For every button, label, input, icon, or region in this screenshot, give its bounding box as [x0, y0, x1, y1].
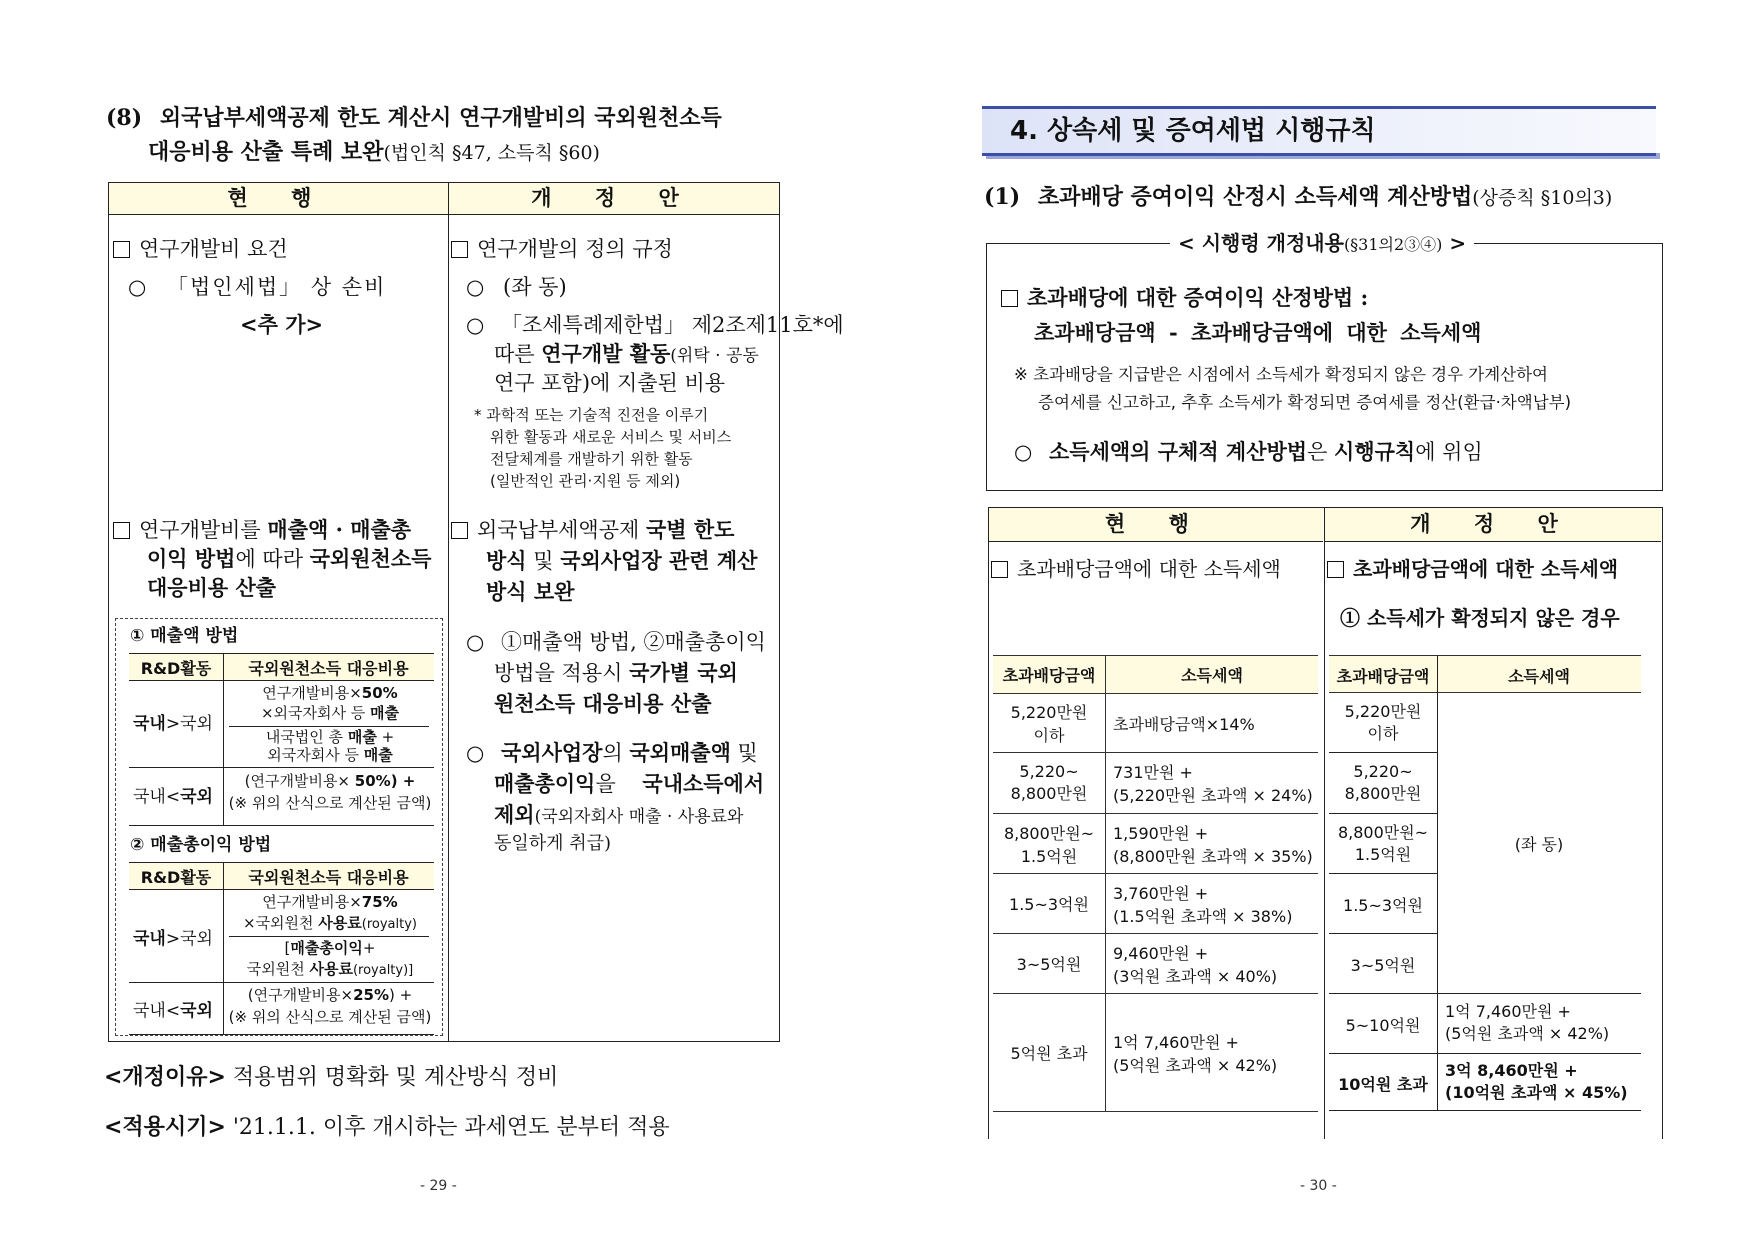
method2-row1-label-b: >국외: [165, 929, 213, 949]
method2-row1-bot1b: 매출총이익: [290, 939, 363, 957]
proposed-same-note: (좌 동): [1514, 835, 1564, 854]
column-divider: [1324, 508, 1325, 1139]
proposed-branch-l1b: 의: [602, 741, 630, 765]
method2-row2-l2: (※ 위의 산식으로 계산된 금액): [228, 1008, 432, 1026]
proposed-branch-l2a: 매출총이익: [494, 771, 596, 796]
decree-item-b: 은: [1307, 440, 1335, 464]
method2-row1-bot1c: +: [362, 939, 376, 957]
section-title: 초과배당 증여이익 산정시 소득세액 계산방법: [1037, 184, 1473, 210]
current-method-l1b: 매출액 · 매출총: [267, 517, 412, 542]
method1-row2-label-b: 국외: [180, 787, 213, 807]
checkbox-square-icon: [1001, 290, 1018, 307]
proposed-row10-t1: 3억 8,460만원 +: [1445, 1061, 1578, 1080]
current-method-l2c: 국외원천소득: [309, 546, 432, 571]
current-requirement-item: 「법인세법」 상 손비: [167, 275, 387, 299]
column-divider: [448, 183, 449, 1041]
proposed-country-l3: 원천소득 대응비용 산출: [494, 691, 712, 716]
th-amount: 초과배당금액: [1336, 667, 1430, 686]
method1-table: [129, 653, 434, 825]
section-number: (8): [106, 105, 143, 131]
page-number-left: - 29 -: [420, 1178, 457, 1194]
proposed-branch-l3a: 제외: [494, 802, 535, 827]
section-reference: (법인칙 §47, 소득칙 §60): [383, 142, 600, 164]
method2-row1-bot2b: 사용료: [309, 960, 353, 978]
proposed-branch-l3b: (국외자회사 매출 · 사용료와: [534, 807, 744, 827]
current-add-note: <추 가>: [240, 312, 324, 337]
legend-b: (§31의2③④): [1343, 235, 1443, 254]
method2-title: ② 매출총이익 방법: [130, 835, 272, 855]
method2-table: [129, 862, 434, 1034]
circle-bullet-icon: ○: [1014, 440, 1033, 464]
proposed-subtitle: ① 소득세가 확정되지 않은 경우: [1340, 606, 1620, 630]
method2-row1-top2: ×국외원천: [243, 914, 319, 932]
timing-label: <적용시기>: [104, 1115, 226, 1140]
method1-row2-l1c: ) +: [390, 772, 416, 790]
proposed-limit-l1b: 국별 한도: [645, 517, 735, 542]
proposed-footnote-l2: 위한 활동과 새로운 서비스 및 서비스: [490, 428, 732, 446]
proposed-limit-l1a: 외국납부세액공제: [477, 518, 646, 542]
checkbox-square-icon: [113, 241, 130, 258]
method2-row2-l1c: ) +: [389, 986, 413, 1004]
table-row: 3~5억원: [993, 934, 1106, 994]
proposed-footnote-l1: * 과학적 또는 기술적 진전을 이루기: [474, 406, 709, 424]
section-reference: (상증칙 §10의3): [1472, 187, 1613, 209]
proposed-table-title: 초과배당금액에 대한 소득세액: [1353, 557, 1619, 581]
current-rate-table: 초과배당금액 소득세액 5,220만원 이하 초과배당금액×14% 5,220~ 8,800만원 731만원 + (5,220만원 초과액 × 24%) 8,800만원~ 1.5억원 1,590만원 + (8,800만원 초과액 × 35%) 1.5~3억원 3,760만원 + (1.5억원 초과액 × 38%) 3~5억원 9,460만원 + (3억원 초과액 × 40%) 5억원 초과 1억 7,460만원 + (5억원 초과액 × 42%): [993, 655, 1318, 1112]
current-method-l3: 대응비용 산출: [147, 575, 277, 600]
chapter-title: 4. 상속세 및 증여세법 시행규칙: [1010, 116, 1376, 146]
decree-line2: 초과배당금액 - 초과배당금액에 대한 소득세액: [1034, 320, 1482, 345]
proposed-limit-l2b: 및: [526, 549, 561, 573]
decree-item-c: 시행규칙: [1334, 439, 1416, 464]
checkbox-square-icon: [113, 522, 130, 539]
circle-bullet-icon: ○: [466, 741, 485, 765]
decree-item-a: 소득세액의 구체적 계산방법: [1049, 439, 1308, 464]
method1-row1-bot2: 외국자회사 등: [267, 746, 364, 764]
checkbox-square-icon: [1327, 561, 1344, 578]
method1-row1-top2: ×외국자회사 등: [260, 704, 371, 722]
method1-row1-top2b: 매출: [370, 704, 400, 722]
current-requirement-title: 연구개발비 요건: [139, 237, 288, 261]
proposed-item-same: (좌 동): [503, 275, 567, 299]
proposed-item-rnd-l2a: 따른: [494, 342, 542, 366]
fraction-bar: [229, 726, 429, 727]
current-method-l2b: 에 따라: [235, 547, 310, 571]
method2-row2-l1: (연구개발비용×: [247, 986, 354, 1004]
method2-row1-bot2: 국외원천: [246, 960, 310, 978]
decree-item-d: 에 위임: [1415, 440, 1483, 464]
method1-row2-label-a: 국내<: [133, 787, 181, 807]
reason-text: 적용범위 명확화 및 계산방식 정비: [225, 1065, 559, 1090]
column-header-current: 현 행: [989, 508, 1323, 542]
proposed-limit-l3: 방식 보완: [486, 579, 575, 604]
method1-row2-l1b: 50%: [354, 772, 391, 790]
method1-th-cost: 국외원천소득 대응비용: [248, 659, 409, 678]
method1-row2-l2: (※ 위의 산식으로 계산된 금액): [228, 794, 432, 812]
method2-row1-bot2c: (royalty)]: [352, 963, 414, 978]
column-header-proposed: 개 정 안: [1325, 508, 1661, 542]
checkbox-square-icon: [451, 522, 468, 539]
circle-bullet-icon: ○: [466, 275, 485, 299]
current-table-title: 초과배당금액에 대한 소득세액: [1017, 557, 1281, 581]
method2-row1-top2b: 사용료: [318, 914, 362, 932]
table-row: 5억원 초과: [993, 994, 1106, 1112]
fraction-bar: [229, 936, 429, 937]
method1-row1-label-b: >국외: [165, 714, 213, 734]
decree-line1: 초과배당에 대한 증여이익 산정방법 :: [1027, 285, 1369, 310]
th-tax: 소득세액: [1508, 667, 1570, 686]
proposed-footnote-l4: (일반적인 관리·지원 등 제외): [490, 472, 681, 490]
proposed-item-rnd-l2b: 연구개발 활동: [541, 341, 671, 366]
proposed-footnote-l3: 전달체계를 개발하기 위한 활동: [490, 450, 693, 468]
table-row: 10억원 초과: [1338, 1075, 1428, 1094]
checkbox-square-icon: [991, 561, 1008, 578]
decree-box-legend: [1170, 229, 1474, 259]
method1-row1-bot1b: 매출: [347, 728, 377, 746]
current-method-l2a: 이익 방법: [147, 546, 236, 571]
table-row: 5,220~ 8,800만원: [1344, 762, 1422, 803]
circle-bullet-icon: ○: [128, 275, 147, 299]
proposed-limit-l2a: 방식: [486, 548, 527, 573]
column-header-current: 현 행: [109, 183, 448, 215]
table-row: 3~5억원: [1350, 956, 1416, 975]
section-title-line1: 외국납부세액공제 한도 계산시 연구개발비의 국외원천소득: [159, 105, 722, 131]
table-row: 5,220~ 8,800만원: [993, 753, 1106, 814]
proposed-branch-l1a: 국외사업장: [501, 740, 603, 765]
method1-row1-top1: 연구개발비용×: [262, 684, 362, 702]
column-header-proposed: 개 정 안: [449, 183, 779, 215]
method2-th-rnd: R&D활동: [140, 868, 212, 887]
decree-note-l1: ※ 초과배당을 지급받은 시점에서 소득세가 확정되지 않은 경우 가계산하여: [1014, 365, 1548, 384]
proposed-definition-title: 연구개발의 정의 규정: [477, 237, 673, 261]
timing-text: '21.1.1. 이후 개시하는 과세연도 분부터 적용: [225, 1115, 670, 1140]
proposed-row10-t2: (10억원 초과액 × 45%): [1445, 1083, 1628, 1102]
proposed-row9-t1: 1억 7,460만원 +: [1445, 1002, 1571, 1021]
reason-label: <개정이유>: [104, 1065, 226, 1090]
table-row: 1.5~3억원: [1343, 896, 1423, 915]
method2-row2-label-b: 국외: [180, 1001, 213, 1021]
proposed-branch-l2c: 국내소득에서: [642, 771, 765, 796]
method1-row1-top1b: 50%: [361, 684, 398, 702]
proposed-branch-l4: 동일하게 취급): [494, 833, 612, 854]
method1-row2-l1: (연구개발비용×: [244, 772, 355, 790]
method2-row1-label-a: 국내: [133, 929, 166, 949]
th-amount: 초과배당금액: [993, 656, 1106, 694]
proposed-country-l1: ①매출액 방법, ②매출총이익: [501, 630, 766, 654]
page-number-right: - 30 -: [1300, 1178, 1337, 1194]
table-row: 5,220만원 이하: [993, 694, 1106, 753]
proposed-rate-table: [1329, 655, 1641, 1117]
method1-row1-bot1c: +: [376, 728, 395, 746]
proposed-country-l2b: 국가별 국외: [629, 660, 738, 685]
proposed-item-rnd-l3: 연구 포함)에 지출된 비용: [494, 371, 726, 395]
proposed-item-rnd-l1: 「조세특례제한법」 제2조제11호*에: [501, 313, 844, 337]
method1-row1-bot1: 내국법인 총: [265, 728, 348, 746]
th-tax: 소득세액: [1106, 656, 1319, 694]
method1-row1-bot2b: 매출: [363, 746, 393, 764]
proposed-country-l2a: 방법을 적용시: [494, 661, 630, 685]
method1-th-rnd: R&D활동: [140, 659, 212, 678]
proposed-item-rnd-l2c: (위탁 · 공동: [670, 346, 759, 366]
method1-title: ① 매출액 방법: [130, 626, 239, 646]
section-number: (1): [984, 184, 1021, 210]
method2-row1-top1: 연구개발비용×: [262, 893, 362, 911]
legend-c: >: [1442, 231, 1467, 255]
proposed-branch-l1c: 국외매출액: [629, 740, 731, 765]
proposed-limit-l2c: 국외사업장 관련 계산: [560, 548, 758, 573]
method1-row1-label-a: 국내: [133, 714, 166, 734]
current-method-l1a: 연구개발비를: [139, 518, 268, 542]
table-row: 8,800만원~ 1.5억원: [1337, 823, 1429, 864]
table-row: 5~10억원: [1345, 1016, 1421, 1035]
method2-row1-top1b: 75%: [361, 893, 398, 911]
legend-a: < 시행령 개정내용: [1178, 231, 1344, 255]
proposed-row9-t2: (5억원 초과액 × 42%): [1445, 1024, 1610, 1043]
table-row: 8,800만원~ 1.5억원: [993, 814, 1106, 874]
decree-note-l2: 증여세를 신고하고, 추후 소득세가 확정되면 증여세를 정산(환급·차액납부): [1038, 393, 1572, 412]
section-title-line2: 대응비용 산출 특례 보완: [148, 139, 384, 165]
method2-row1-top2c: (royalty): [361, 917, 417, 932]
method2-row1-bot1: [: [284, 939, 291, 957]
proposed-branch-l2b: 을: [595, 772, 623, 796]
circle-bullet-icon: ○: [466, 630, 485, 654]
table-row: 5,220만원 이하: [1344, 702, 1422, 743]
method2-row2-label-a: 국내<: [133, 1001, 181, 1021]
circle-bullet-icon: ○: [466, 313, 485, 337]
method2-th-cost: 국외원천소득 대응비용: [248, 868, 409, 887]
checkbox-square-icon: [451, 241, 468, 258]
table-row: 1.5~3억원: [993, 874, 1106, 934]
proposed-branch-l1d: 및: [730, 741, 758, 765]
method2-row2-l1b: 25%: [353, 986, 390, 1004]
